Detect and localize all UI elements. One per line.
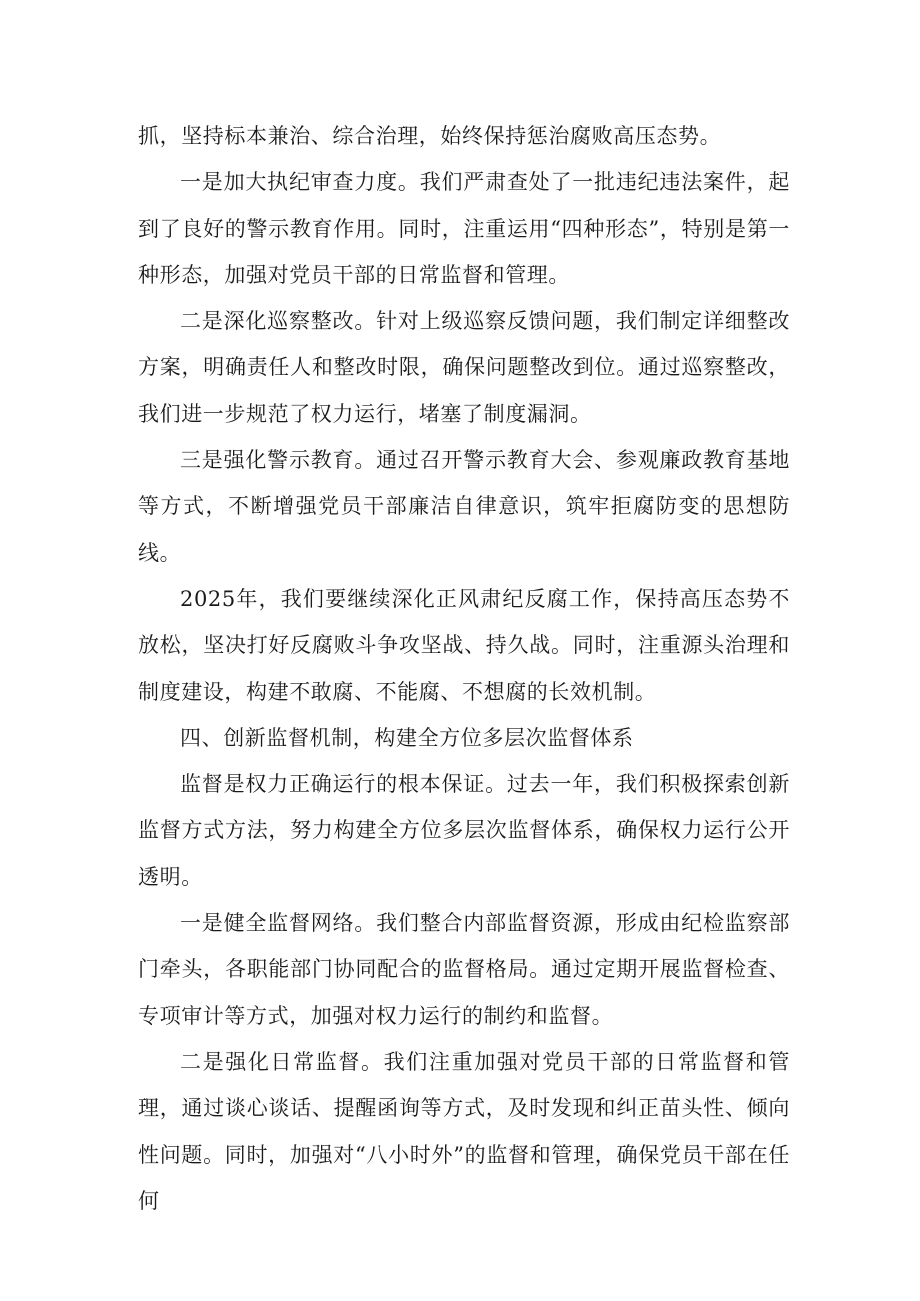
paragraph-supervision-intro: 监督是权力正确运行的根本保证。过去一年，我们积极探索创新监督方式方法，努力构建全方位多层次监督体系，确保权力运行公开透明。 (138, 772, 790, 889)
paragraph-continuation: 抓，坚持标本兼治、综合治理，始终保持惩治腐败高压态势。 (138, 124, 722, 148)
paragraph-daily-supervision: 二是强化日常监督。我们注重加强对党员干部的日常监督和管理，通过谈心谈话、提醒函询等方式，及时发现和纠正苗头性、倾向性问题。同时，加强对“八小时外”的监督和管理，确保党员干部在任何 (138, 1049, 790, 1213)
paragraph-2025-plan: 2025年，我们要继续深化正风肃纪反腐工作，保持高压态势不放松，坚决打好反腐败斗争攻坚战、持久战。同时，注重源头治理和制度建设，构建不敢腐、不能腐、不想腐的长效机制。 (138, 586, 790, 704)
section-heading-supervision: 四、创新监督机制，构建全方位多层次监督体系 (180, 725, 634, 750)
paragraph-supervision-network: 一是健全监督网络。我们整合内部监督资源，形成由纪检监察部门牵头，各职能部门协同配合的监督格局。通过定期开展监督检查、专项审计等方式，加强对权力运行的制约和监督。 (138, 911, 790, 1028)
paragraph-inspection-rectification: 二是深化巡察整改。针对上级巡察反馈问题，我们制定详细整改方案，明确责任人和整改时限，确保问题整改到位。通过巡察整改，我们进一步规范了权力运行，堵塞了制度漏洞。 (138, 309, 790, 426)
document-body (138, 113, 790, 1224)
paragraph-warning-education: 三是强化警示教育。通过召开警示教育大会、参观廉政教育基地等方式，不断增强党员干部廉洁自律意识，筑牢拒腐防变的思想防线。 (138, 448, 790, 565)
paragraph-discipline-review: 一是加大执纪审查力度。我们严肃查处了一批违纪违法案件，起到了良好的警示教育作用。同时，注重运用“四种形态”，特别是第一种形态，加强对党员干部的日常监督和管理。 (138, 170, 790, 287)
